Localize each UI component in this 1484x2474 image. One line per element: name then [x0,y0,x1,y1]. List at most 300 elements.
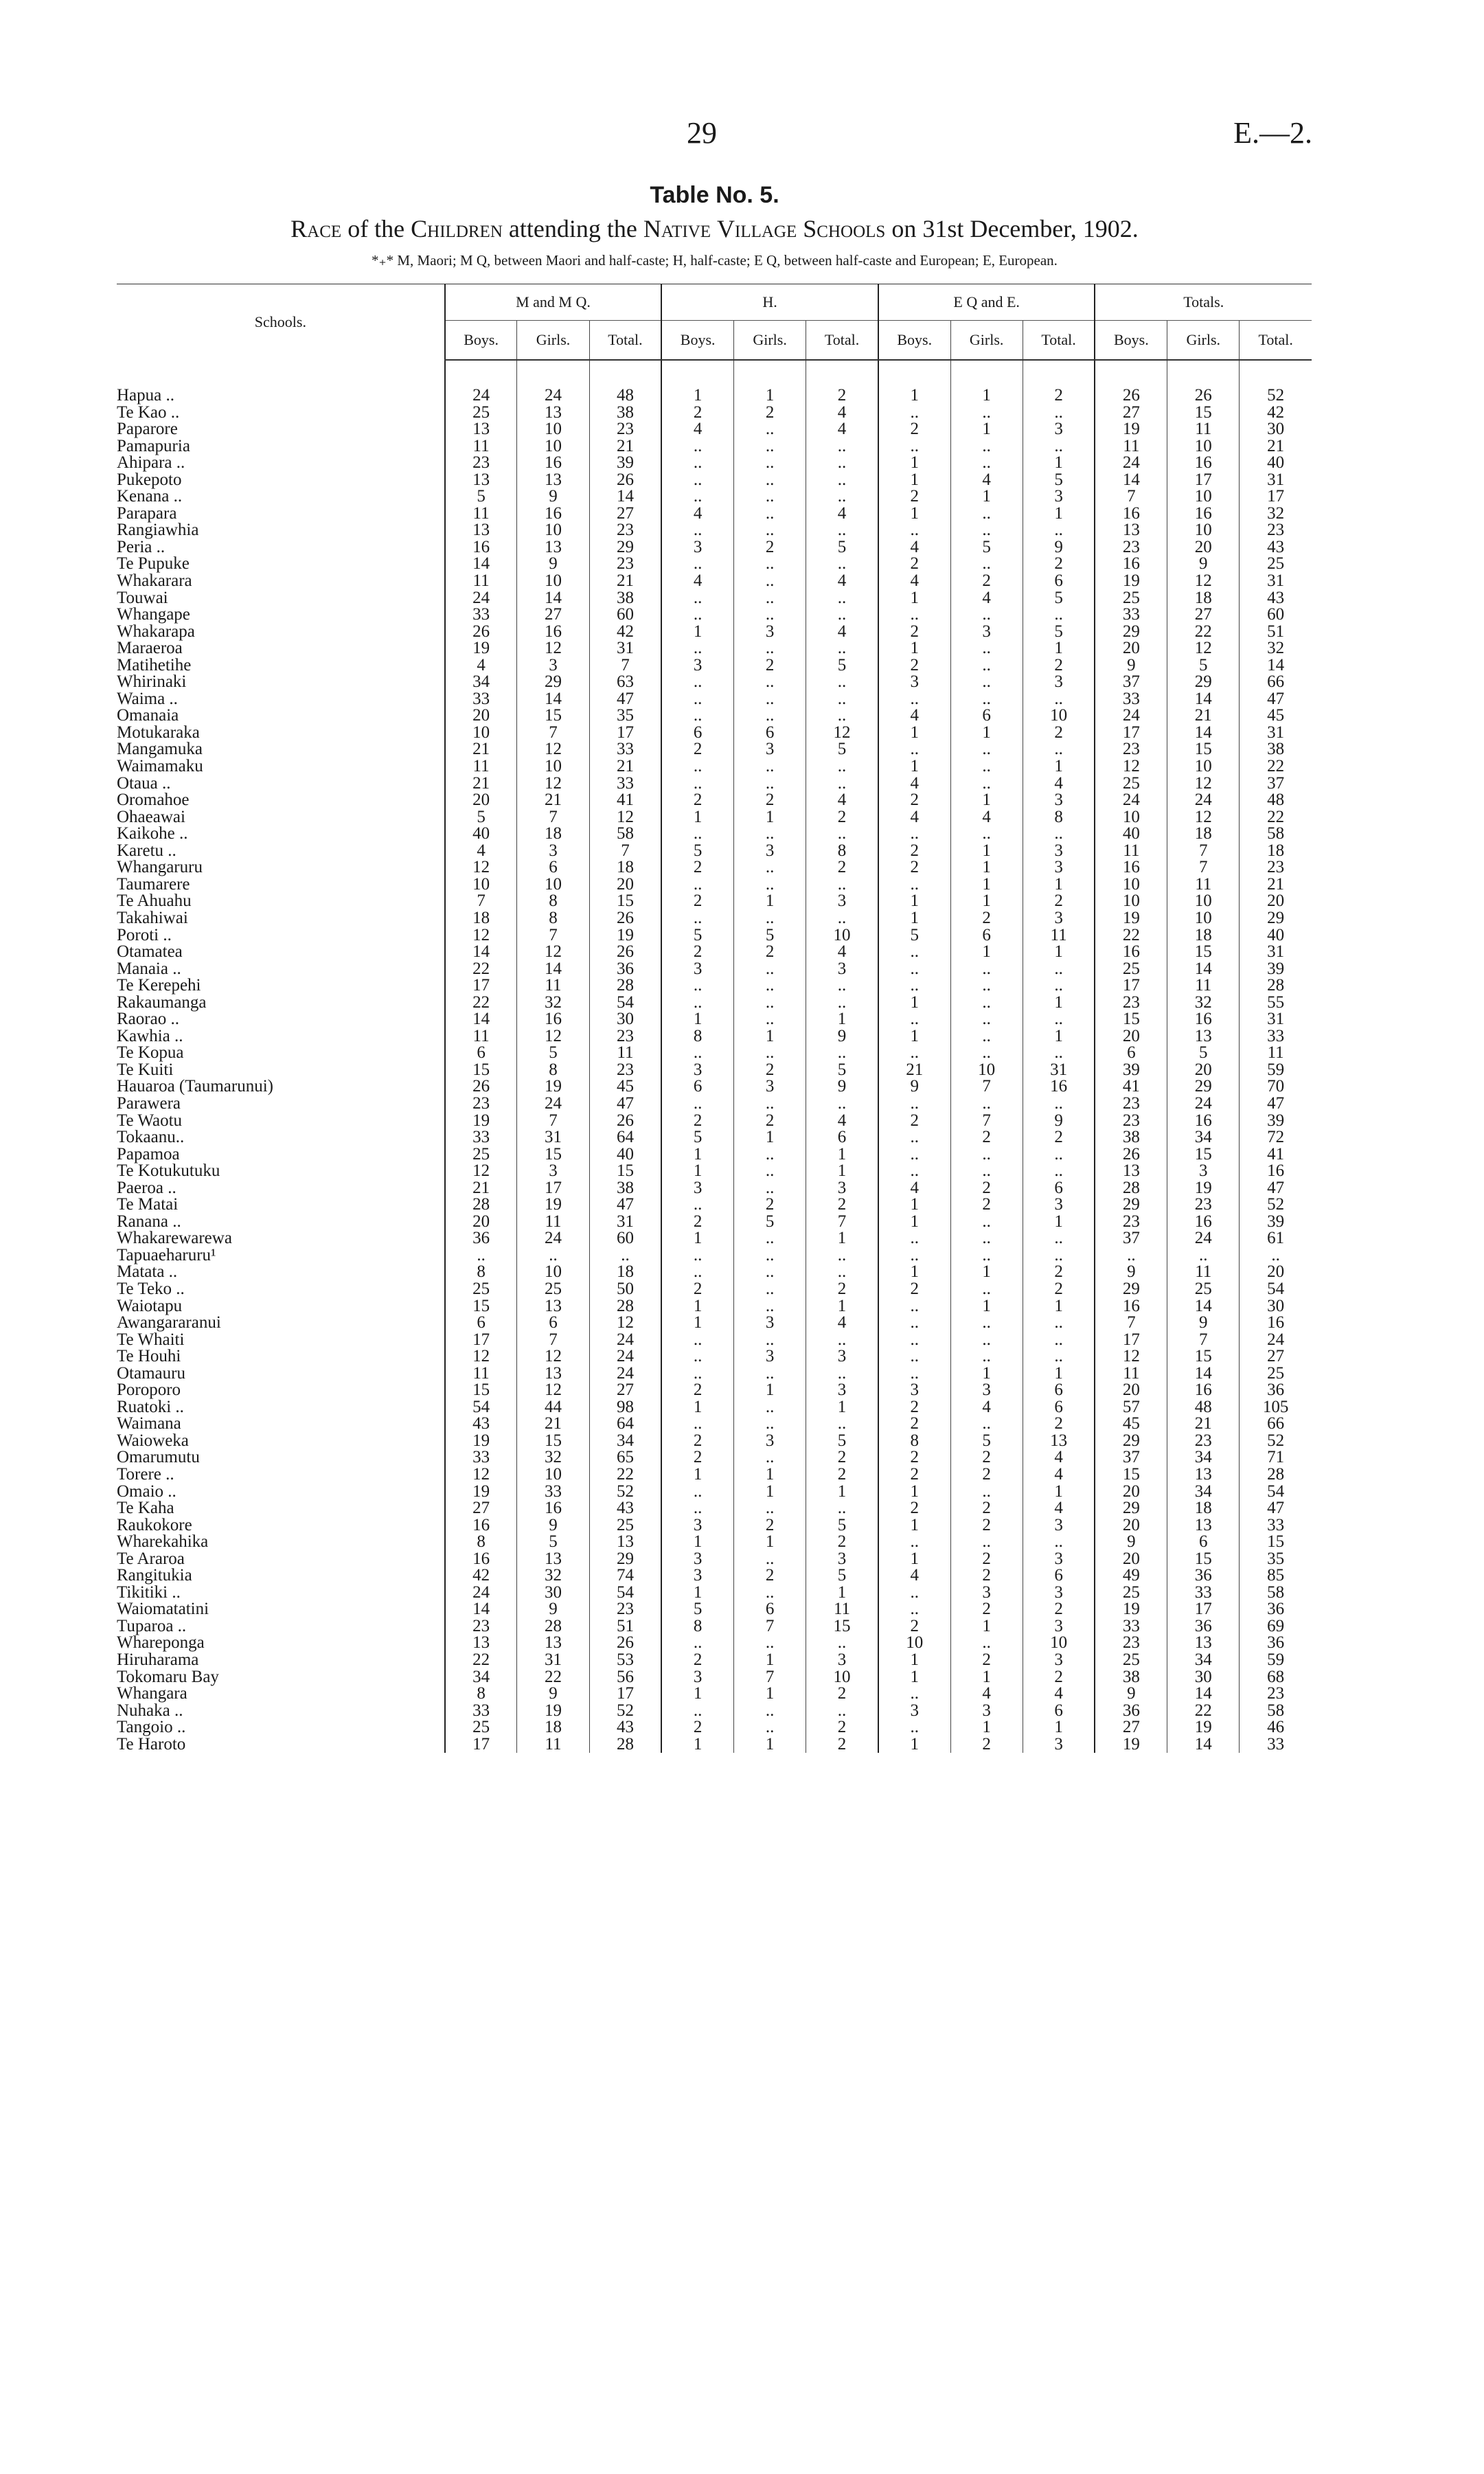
table-cell: .. [734,995,806,1012]
table-cell: 31 [1240,944,1312,961]
leader-dots [426,1601,445,1618]
table-cell: 9 [806,1028,878,1045]
table-cell: 17 [1167,472,1240,489]
leader-dots [426,421,445,438]
table-cell: 21 [589,758,661,775]
table-cell: 36 [1240,1635,1312,1652]
leader-dots [426,1736,445,1754]
table-cell: 2 [734,792,806,809]
table-cell: 60 [589,606,661,624]
table-cell: 11 [517,1214,589,1231]
table-cell: 33 [1167,1585,1240,1602]
table-cell: 5 [661,927,733,944]
table-cell: 36 [445,1230,517,1247]
table-cell: 4 [950,1399,1023,1416]
table-cell: 98 [589,1399,661,1416]
table-cell: 20 [1095,1517,1167,1534]
table-cell: 19 [1167,1180,1240,1197]
table-cell: 21 [517,792,589,809]
table-cell: 15 [1167,1348,1240,1365]
table-cell: 13 [517,1551,589,1568]
table-cell: 30 [1240,1298,1312,1315]
table-cell: 2 [661,859,733,876]
table-cell: 6 [1023,1382,1095,1399]
school-name: Papamoa [117,1144,180,1164]
table-cell: 6 [734,725,806,742]
table-cell: .. [878,977,950,995]
table-cell: 1 [1023,640,1095,657]
table-cell: 23 [445,1096,517,1113]
leader-dots [426,995,445,1012]
table-cell: 4 [806,1315,878,1332]
table-cell: 19 [1095,573,1167,590]
table-cell: 2 [734,1196,806,1214]
leader-dots [426,624,445,641]
table-cell: 17 [1167,1601,1240,1618]
table-cell: 20 [1240,893,1312,910]
table-cell: .. [734,556,806,573]
leader-dots [426,657,445,674]
table-cell: .. [950,522,1023,539]
table-cell: 2 [950,1500,1023,1517]
table-cell: .. [878,1332,950,1349]
table-cell: 66 [1240,1416,1312,1433]
table-cell: 60 [589,1230,661,1247]
table-cell: 21 [878,1062,950,1079]
table-cell: 41 [589,792,661,809]
table-cell: 23 [589,1062,661,1079]
table-cell: .. [1023,405,1095,422]
table-cell: 43 [1240,590,1312,607]
table-cell: .. [734,1703,806,1720]
table-cell: 10 [1095,809,1167,826]
table-cell: 23 [1095,1113,1167,1130]
table-cell: 9 [806,1078,878,1096]
table-cell: 16 [517,1011,589,1028]
table-cell: 2 [1023,893,1095,910]
table-cell: 10 [517,522,589,539]
table-cell: 1 [806,1163,878,1180]
table-cell: 2 [734,1567,806,1585]
table-cell: 1 [734,1652,806,1669]
table-row [117,455,1312,472]
table-cell: 16 [1095,556,1167,573]
table-cell: 33 [517,1484,589,1501]
table-cell: 26 [589,1113,661,1130]
table-cell: .. [661,1500,733,1517]
table-cell: 2 [806,387,878,405]
table-cell: .. [734,1500,806,1517]
table-cell: 22 [445,1652,517,1669]
table-cell: 34 [445,1669,517,1686]
table-cell: 4 [806,1113,878,1130]
table-cell: .. [950,995,1023,1012]
school-name: Awangararanui [117,1313,221,1332]
table-cell: .. [806,691,878,708]
table-cell: .. [517,1247,589,1264]
table-cell: .. [734,1585,806,1602]
school-name: Ahipara .. [117,453,185,473]
table-cell: 28 [1240,1466,1312,1484]
table-cell: 6 [445,1315,517,1332]
table-cell: 17 [445,1332,517,1349]
table-cell: .. [806,995,878,1012]
table-cell: .. [878,1011,950,1028]
table-cell: .. [661,995,733,1012]
table-cell: 2 [950,1449,1023,1466]
table-cell: .. [1023,1332,1095,1349]
table-cell: 3 [806,1348,878,1365]
table-cell: 8 [661,1028,733,1045]
table-cell: 1 [878,893,950,910]
table-cell: 9 [1167,556,1240,573]
table-cell: 72 [1240,1129,1312,1146]
table-cell: 8 [517,1062,589,1079]
table-cell: 9 [517,556,589,573]
table-cell: 34 [589,1433,661,1450]
table-row [117,859,1312,876]
table-cell: .. [734,1719,806,1736]
table-cell: 2 [878,843,950,860]
table-cell: 4 [661,421,733,438]
table-cell: 15 [806,1618,878,1635]
table-cell: 1 [734,809,806,826]
school-name: Te Waotu [117,1111,183,1130]
leader-dots [426,522,445,539]
leader-dots [426,1703,445,1720]
table-cell: 24 [517,1230,589,1247]
table-cell: 17 [445,977,517,995]
table-cell: 52 [1240,1196,1312,1214]
table-cell: 1 [1023,1719,1095,1736]
table-cell: .. [1023,691,1095,708]
table-cell: 54 [445,1399,517,1416]
table-cell: 3 [517,1163,589,1180]
table-cell: 29 [1167,1078,1240,1096]
leader-dots [426,1567,445,1585]
table-cell: 11 [589,1045,661,1062]
table-cell: .. [1167,1247,1240,1264]
table-cell: 2 [878,1466,950,1484]
table-cell: 21 [1240,876,1312,894]
table-cell: 6 [661,1078,733,1096]
leader-dots [426,1230,445,1247]
table-cell: 12 [445,1466,517,1484]
leader-dots [426,455,445,472]
table-cell: .. [950,1332,1023,1349]
table-cell: .. [878,1096,950,1113]
table-cell: 1 [661,1315,733,1332]
table-cell: 1 [950,944,1023,961]
table-cell: 16 [1240,1315,1312,1332]
table-cell: 2 [806,1719,878,1736]
table-cell: 1 [878,590,950,607]
table-row [117,741,1312,758]
table-cell: 21 [1240,438,1312,455]
school-name: Omarumutu [117,1448,200,1467]
school-name: Rakaumanga [117,992,207,1012]
table-cell: .. [734,1163,806,1180]
table-cell: 56 [589,1669,661,1686]
table-cell: 17 [445,1736,517,1754]
table-cell: 6 [1023,573,1095,590]
school-name: Te Kotukutuku [117,1161,220,1181]
table-cell: 48 [1167,1399,1240,1416]
table-cell: 4 [1023,1500,1095,1517]
table-cell: 11 [806,1601,878,1618]
table-cell: 30 [1167,1669,1240,1686]
table-cell: 15 [445,1298,517,1315]
table-cell: 4 [1023,1449,1095,1466]
table-cell: 7 [1095,1315,1167,1332]
table-cell: 20 [1095,1382,1167,1399]
table-cell: 14 [517,691,589,708]
caption-word: Children [411,215,503,242]
table-cell: .. [661,977,733,995]
table-cell: 15 [517,707,589,725]
table-row [117,1736,1312,1754]
table-cell: 13 [517,1365,589,1383]
table-row [117,809,1312,826]
table-cell: 3 [950,1585,1023,1602]
table-cell: 25 [517,1281,589,1298]
table-cell: 10 [1167,910,1240,927]
table-cell: 4 [806,405,878,422]
table-cell: .. [950,826,1023,843]
table-cell: .. [878,741,950,758]
table-row [117,1264,1312,1281]
table-cell: .. [950,657,1023,674]
table-cell: 18 [1167,1500,1240,1517]
table-row [117,1635,1312,1652]
school-name: Ruatoki .. [117,1397,184,1416]
table-cell: 28 [445,1196,517,1214]
table-row [117,1703,1312,1720]
table-cell: 5 [806,1517,878,1534]
table-cell: 9 [1023,1113,1095,1130]
table-cell: 13 [1167,1028,1240,1045]
total-header: Total. [806,321,878,361]
table-title: Table No. 5. [650,182,779,208]
table-cell: 22 [517,1669,589,1686]
table-cell: .. [878,1686,950,1703]
table-cell: 7 [1167,859,1240,876]
leader-dots [426,1298,445,1315]
leader-dots [426,1365,445,1383]
school-name: Te Matai [117,1195,179,1214]
table-cell: 5 [661,1129,733,1146]
table-cell: 1 [661,1686,733,1703]
table-cell: 15 [1167,944,1240,961]
table-cell: .. [878,1365,950,1383]
table-row [117,556,1312,573]
school-name: Te Kerepehi [117,976,201,995]
table-row [117,624,1312,641]
table-cell: 8 [445,1534,517,1551]
table-cell: 23 [1240,1686,1312,1703]
table-cell: 21 [445,1180,517,1197]
table-cell: 1 [661,1736,733,1754]
table-row [117,1652,1312,1669]
table-cell: .. [1023,1230,1095,1247]
table-cell: 1 [878,1669,950,1686]
school-name: Rangiawhia [117,521,199,540]
table-cell: 3 [661,657,733,674]
table-cell: 28 [589,1298,661,1315]
table-row [117,539,1312,556]
caption-word: on 31st December, 1902. [891,215,1139,242]
table-cell: 1 [661,624,733,641]
table-cell: 24 [1167,1096,1240,1113]
table-cell: 19 [1167,1719,1240,1736]
table-cell: 7 [734,1618,806,1635]
school-name: Kenana .. [117,487,183,506]
table-cell: 33 [445,1129,517,1146]
table-cell: 14 [517,590,589,607]
table-cell: 27 [445,1500,517,1517]
table-cell: 1 [878,910,950,927]
table-cell: 9 [517,1601,589,1618]
table-cell: 1 [661,387,733,405]
table-cell: 10 [1023,1635,1095,1652]
table-cell: 14 [1167,961,1240,978]
table-cell: 18 [1167,590,1240,607]
table-cell: 20 [445,1214,517,1231]
leader-dots [426,1719,445,1736]
table-cell: 5 [661,1601,733,1618]
total-header: Total. [1023,321,1095,361]
school-name: Matihetihe [117,655,192,674]
table-cell: .. [806,1264,878,1281]
table-cell: 4 [878,573,950,590]
table-cell: .. [806,876,878,894]
table-cell: 3 [1023,1551,1095,1568]
table-cell: 38 [1240,741,1312,758]
table-cell: 5 [806,657,878,674]
leader-dots [426,1214,445,1231]
table-cell: 12 [517,741,589,758]
leader-dots [426,1348,445,1365]
table-cell: 26 [589,1635,661,1652]
table-row [117,1601,1312,1618]
caption-word: Race [290,215,342,242]
table-cell: 9 [1095,1686,1167,1703]
table-cell: 1 [1023,995,1095,1012]
table-cell: 23 [1167,1433,1240,1450]
table-cell: 7 [517,1113,589,1130]
table-cell: 39 [1240,1113,1312,1130]
table-cell: 22 [589,1466,661,1484]
table-cell: 19 [1095,1601,1167,1618]
leader-dots [426,910,445,927]
table-cell: 25 [445,405,517,422]
table-cell: 11 [445,506,517,523]
table-cell: 58 [1240,826,1312,843]
table-cell: 10 [1167,758,1240,775]
table-cell: .. [878,691,950,708]
table-cell: .. [806,1365,878,1383]
table-cell: 21 [445,775,517,793]
table-cell: 20 [1095,1551,1167,1568]
table-row [117,758,1312,775]
table-cell: 3 [661,1669,733,1686]
table-cell: 4 [661,573,733,590]
table-cell: 11 [517,1736,589,1754]
table-cell: 13 [1095,522,1167,539]
leader-dots [426,1332,445,1349]
table-cell: .. [1023,961,1095,978]
table-cell: .. [950,961,1023,978]
table-cell: 11 [1167,876,1240,894]
table-cell: .. [950,775,1023,793]
table-cell: 25 [589,1517,661,1534]
table-cell: .. [950,741,1023,758]
table-row [117,1078,1312,1096]
table-cell: .. [950,455,1023,472]
table-cell: 26 [1167,387,1240,405]
leader-dots [426,1315,445,1332]
table-cell: 24 [1095,792,1167,809]
table-cell: 3 [661,1567,733,1585]
table-cell: 5 [950,1433,1023,1450]
table-cell: .. [1023,741,1095,758]
table-cell: 4 [950,809,1023,826]
table-cell: .. [878,1045,950,1062]
table-cell: 31 [1240,1011,1312,1028]
school-name: Poroporo [117,1381,181,1400]
table-cell: 22 [1240,758,1312,775]
table-cell: 16 [445,1517,517,1534]
table-cell: 1 [878,640,950,657]
table-cell: 40 [1240,927,1312,944]
table-cell: 43 [1240,539,1312,556]
school-name: Waioweka [117,1431,189,1450]
table-row [117,522,1312,539]
table-cell: 12 [517,640,589,657]
table-cell: 33 [445,606,517,624]
school-name: Te Kopua [117,1043,184,1063]
schools-header: Schools. [117,284,445,361]
table-cell: 7 [517,927,589,944]
leader-dots [426,1433,445,1450]
school-name: Otaua .. [117,773,171,793]
table-cell: 2 [1023,556,1095,573]
table-cell: 25 [445,1146,517,1164]
table-cell: 8 [445,1264,517,1281]
table-cell: 1 [1023,758,1095,775]
table-cell: 1 [878,1214,950,1231]
leader-dots [426,1180,445,1197]
table-cell: 17 [517,1180,589,1197]
table-row [117,843,1312,860]
table-cell: 34 [1167,1484,1240,1501]
table-cell: 4 [806,792,878,809]
table-cell: 3 [1023,843,1095,860]
table-cell: .. [661,674,733,691]
table-cell: 13 [445,421,517,438]
leader-dots [426,1264,445,1281]
table-cell: 24 [589,1332,661,1349]
table-row [117,927,1312,944]
table-cell: 28 [589,1736,661,1754]
table-cell: 16 [1095,1298,1167,1315]
table-cell: 58 [1240,1585,1312,1602]
school-name: Manaia .. [117,959,181,978]
table-cell: 65 [589,1449,661,1466]
table-cell: .. [950,606,1023,624]
table-cell: 20 [1240,1264,1312,1281]
table-cell: .. [1023,1315,1095,1332]
